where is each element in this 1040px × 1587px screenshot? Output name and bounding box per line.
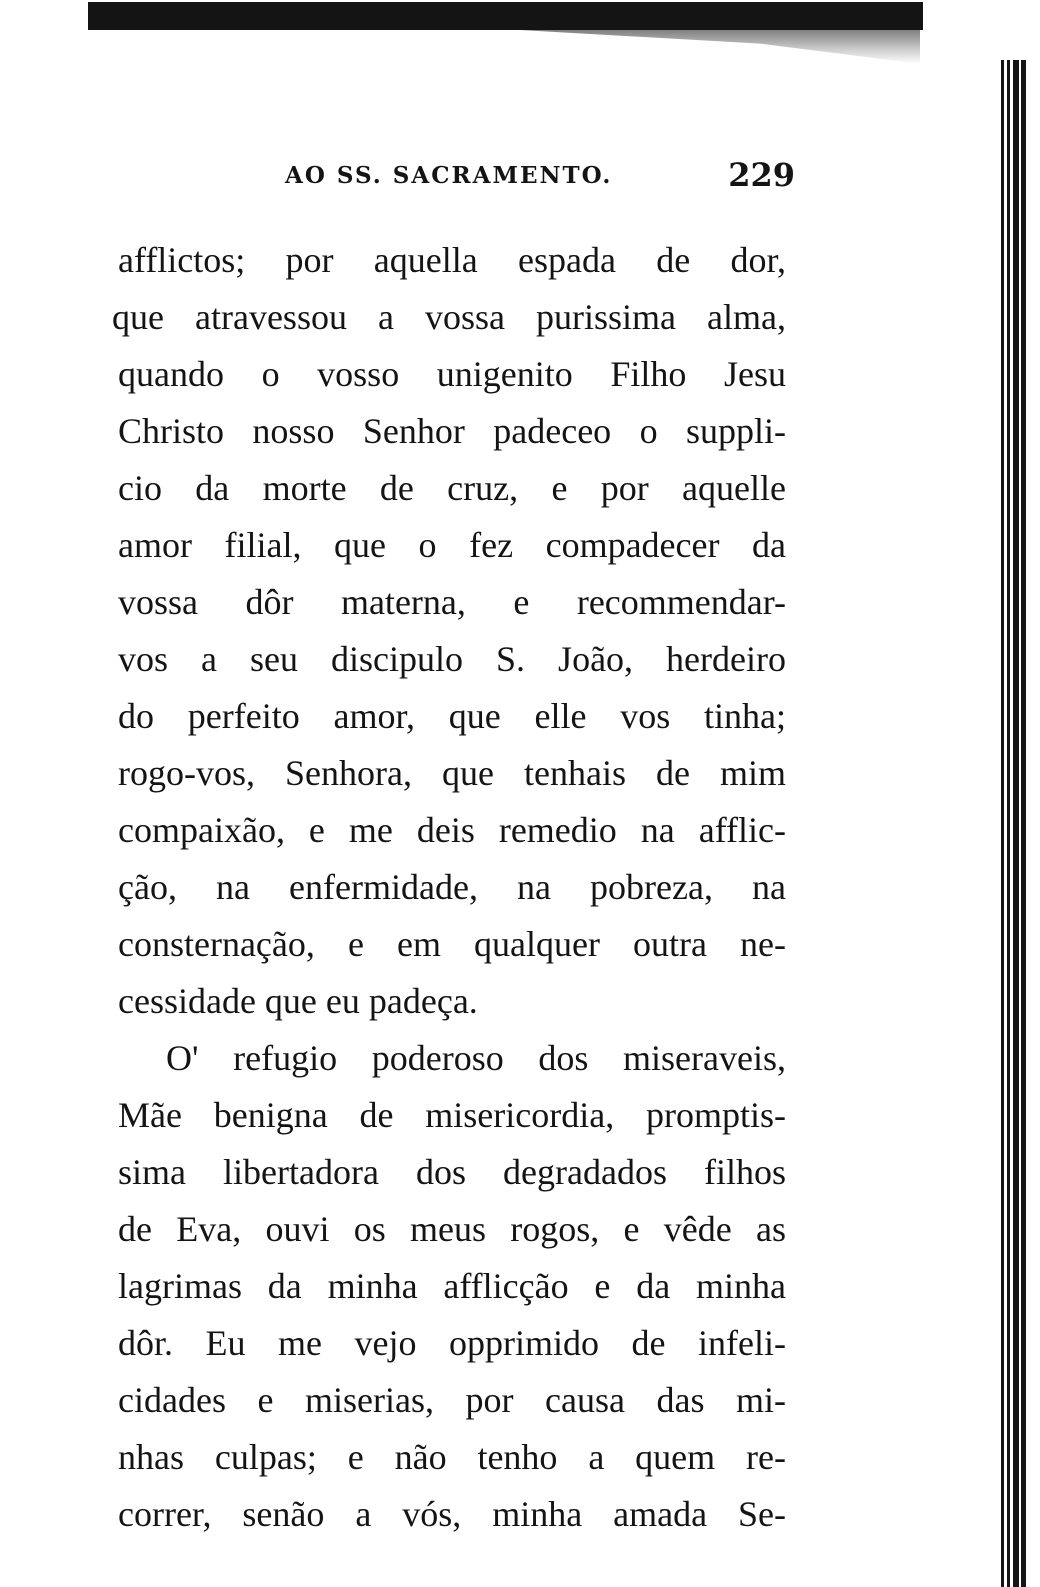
- text-line: que atravessou a vossa purissima alma,: [112, 297, 786, 337]
- text-line: consternação, e em qualquer outra ne-: [118, 924, 786, 964]
- paragraph-last-line: cessidade que eu padeça.: [118, 981, 478, 1021]
- text-line: cio da morte de cruz, e por aquelle: [118, 468, 786, 508]
- running-title: AO SS. SACRAMENTO.: [285, 162, 613, 189]
- text-line: Christo nosso Senhor padeceo o suppli-: [118, 411, 786, 451]
- text-line: lagrimas da minha afflicção e da minha: [118, 1266, 786, 1306]
- paragraph-first-line: O' refugio poderoso dos miseraveis,: [166, 1038, 786, 1078]
- text-line: nhas culpas; e não tenho a quem re-: [118, 1437, 786, 1477]
- text-line: rogo-vos, Senhora, que tenhais de mim: [118, 753, 786, 793]
- text-line: afflictos; por aquella espada de dor,: [118, 240, 786, 280]
- text-line: de Eva, ouvi os meus rogos, e vêde as: [118, 1209, 786, 1249]
- text-line: sima libertadora dos degradados filhos: [118, 1152, 786, 1192]
- text-line: Mãe benigna de misericordia, promptis-: [118, 1095, 786, 1135]
- top-scan-border: [88, 2, 923, 30]
- page-number: 229: [728, 156, 795, 194]
- text-line: ção, na enfermidade, na pobreza, na: [118, 867, 786, 907]
- text-line: compaixão, e me deis remedio na afflic-: [118, 810, 786, 850]
- page-header: [285, 156, 795, 200]
- text-line: vos a seu discipulo S. João, herdeiro: [118, 639, 786, 679]
- right-scan-edge: [998, 60, 1026, 1587]
- text-line: amor filial, que o fez compadecer da: [118, 525, 786, 565]
- text-line: quando o vosso unigenito Filho Jesu: [118, 354, 786, 394]
- text-line: correr, senão a vós, minha amada Se-: [118, 1494, 786, 1534]
- body-text: [112, 232, 786, 1543]
- text-line: vossa dôr materna, e recommendar-: [118, 582, 786, 622]
- top-scan-shadow: [520, 30, 920, 64]
- text-line: cidades e miserias, por causa das mi-: [118, 1380, 786, 1420]
- text-line: do perfeito amor, que elle vos tinha;: [118, 696, 786, 736]
- text-line: dôr. Eu me vejo opprimido de infeli-: [118, 1323, 786, 1363]
